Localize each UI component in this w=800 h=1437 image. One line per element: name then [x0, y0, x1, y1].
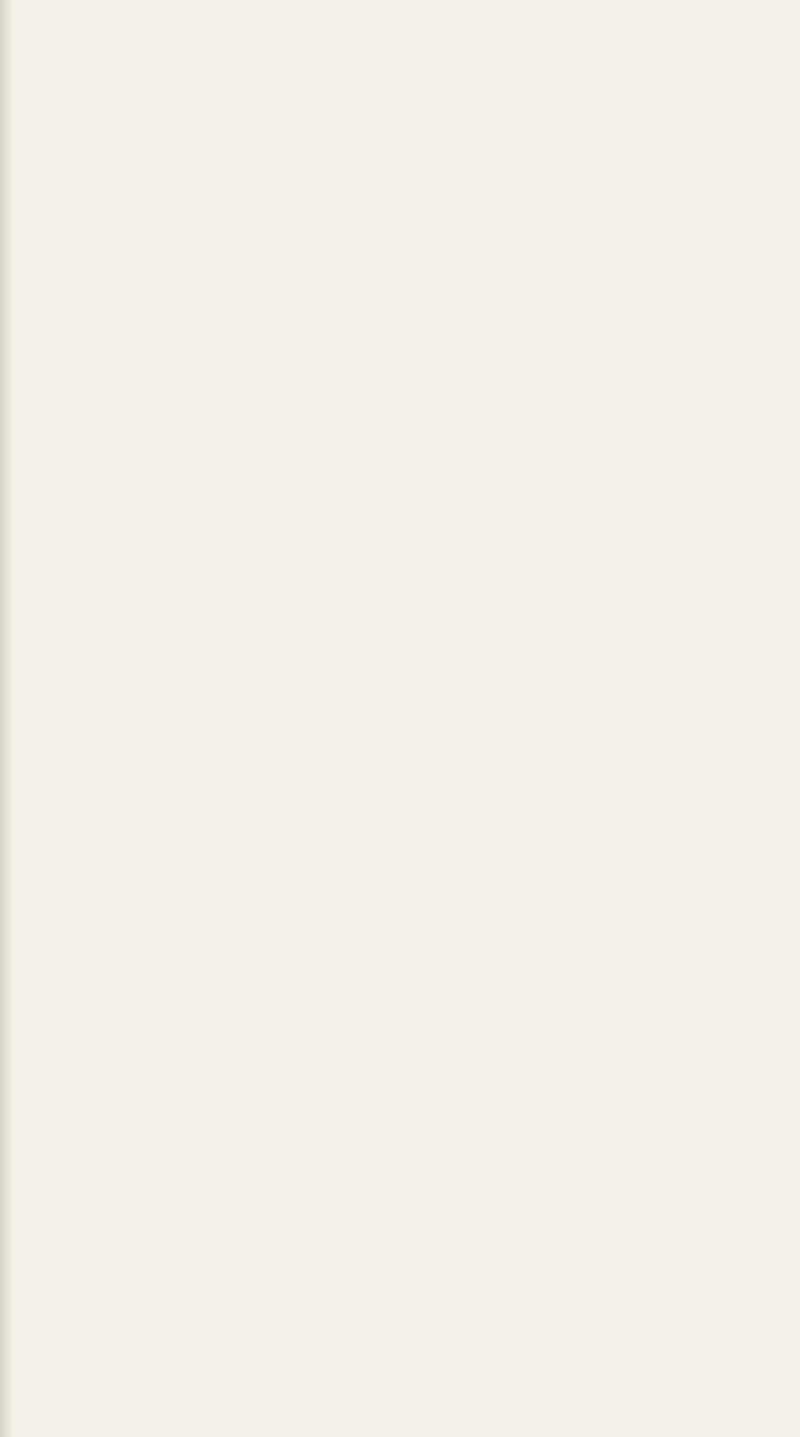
page-edge-shadow: [0, 0, 14, 1437]
running-head: [0, 112, 800, 146]
